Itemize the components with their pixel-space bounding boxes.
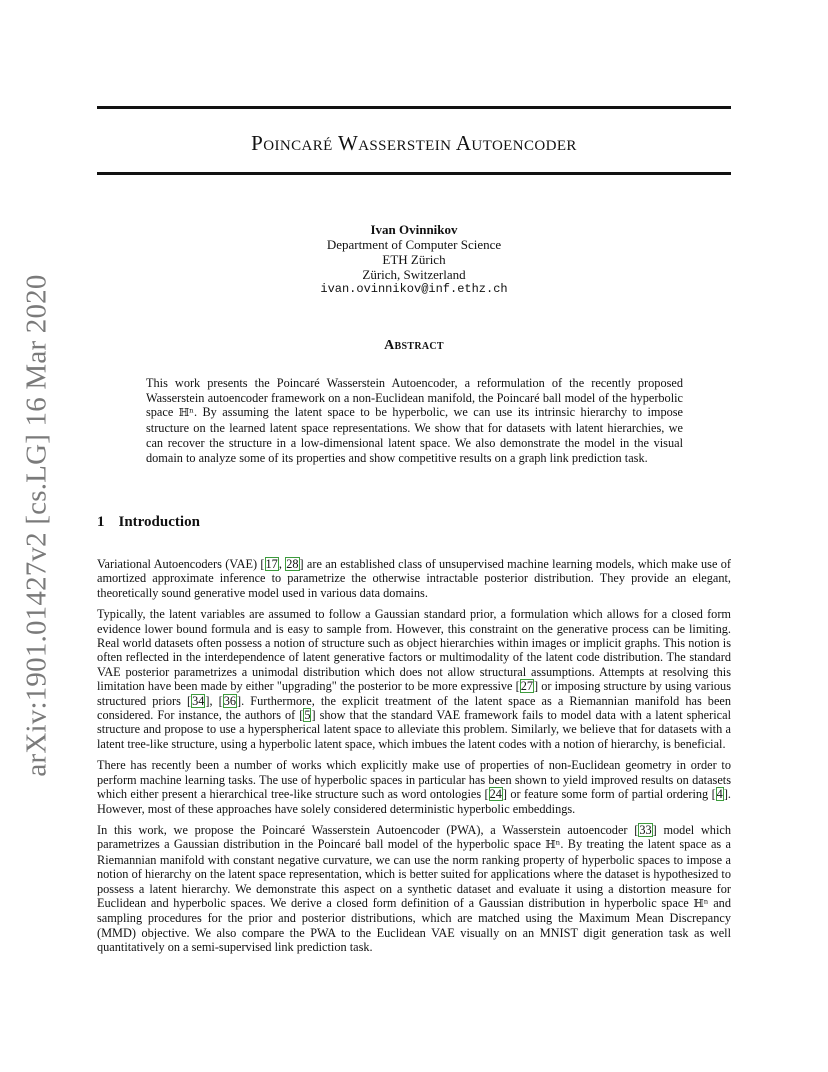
citation-link[interactable]: 4 — [716, 787, 723, 802]
citation-link[interactable]: 17 — [265, 557, 278, 571]
citation-link[interactable]: 24 — [489, 787, 502, 802]
hyperbolic-space-symbol: ℍⁿ — [545, 838, 561, 852]
author-location: Zürich, Switzerland — [362, 267, 466, 282]
citation-link[interactable]: 28 — [286, 557, 299, 571]
section-title: Introduction — [118, 514, 200, 530]
citation-link[interactable]: 5 — [304, 708, 311, 723]
author-institution: ETH Zürich — [382, 252, 446, 267]
author-name: Ivan Ovinnikov — [370, 222, 458, 237]
hyperbolic-space-symbol: ℍⁿ — [693, 896, 709, 910]
arxiv-sidebar-stamp — [16, 273, 58, 777]
title-rule-bottom — [97, 172, 731, 175]
abstract-heading: Abstract — [384, 338, 444, 353]
section-heading-introduction — [97, 514, 200, 531]
title-rule-top — [97, 106, 731, 109]
citation-link[interactable]: 27 — [520, 679, 534, 694]
paragraph-2: Typically, the latent variables are assumed to follow a Gaussian standard prior, a formulation which allows for a closed form evidence lower bound formula and is easy to sample from. However, this constraint on the generative process can be limiting. Real world datasets often possess a notion of structure such as object hierarchies within images or implicit graphs. This notion is often reflected in the interdependence of latent generative factors or multimodality of the latent code distribution. The standard VAE posterior parametrizes a unimodal distribution which does not allow structural assumptions. Attempts at resolving this limitation have been made by either "upgrading" the posterior to be more expressive [27] or imposing structure by using various structured priors [34], [36]. Furthermore, the explicit treatment of the latent space as a Riemannian manifold has been considered. For instance, the authors of [5] show that the standard VAE framework fails to model data with a latent spherical structure and propose to use a hyperspherical latent space to alleviate this problem. Similarly, we believe that for datasets with a latent tree-like structure, using a hyperbolic latent space, which imbues the latent codes with a notion of hierarchy, is beneficial. — [97, 607, 732, 751]
citation-link[interactable]: 33 — [639, 822, 652, 837]
paragraph-3: There has recently been a number of works which explicitly make use of properties of non-Euclidean geometry in order to perform machine learning tasks. The use of hyperbolic spaces in particular has been shown to yield improved results on datasets which either present a hierarchical tree-like structure such as word ontologies [24] or feature some form of partial ordering [4]. However, most of these approaches have solely considered deterministic hyperbolic embeddings. — [97, 758, 731, 816]
paragraph-4: In this work, we propose the Poincaré Wasserstein Autoencoder (PWA), a Wasserstein autoencoder [33] model which parametrizes a Gaussian distribution in the Poincaré ball model of the hyperbolic space ℍⁿ. By treating the latent space as a Riemannian manifold with constant negative curvature, we can use the norm ranking property of hyperbolic spaces to impose a notion of hierarchy on the latent space representation, which is better suited for applications where the dataset is hypothesized to possess a latent hierarchy. We demonstrate this aspect on a synthetic dataset and evaluate it using a distortion measure for Euclidean and hyperbolic spaces. We derive a closed form definition of a Gaussian distribution in hyperbolic space ℍⁿ and sampling procedures for the prior and posterior distributions, which are matched using the Maximum Mean Discrepancy (MMD) objective. We also compare the PWA to the Euclidean VAE visually on an MNIST digit generation task as well quantitatively on a semi-supervised link prediction task. — [97, 822, 731, 955]
introduction-body — [97, 557, 731, 962]
citation-link[interactable]: 34 — [192, 693, 205, 708]
arxiv-identifier: arXiv:1901.01427v2 [cs.LG] 16 Mar 2020 — [20, 273, 53, 777]
paragraph-1: Variational Autoencoders (VAE) [17, 28] are an established class of unsupervised machine learning models, which make use of amortized approximate inference to parametrize the otherwise intractable posterior distribution. They provide an elegant, theoretically sound generative model used in various data domains. — [97, 557, 731, 600]
hyperbolic-space-symbol: ℍⁿ — [178, 406, 194, 420]
abstract-text: This work presents the Poincaré Wasserstein Autoencoder, a reformulation of the recently proposed Wasserstein autoencoder framework on a non-Euclidean manifold, the Poincaré ball model of the hyperbolic space ℍⁿ. By assuming the latent space to be hyperbolic, we can use its intrinsic hierarchy to impose structure on the learned latent space representations. We show that for datasets with latent hierarchies, we can recover the structure in a low-dimensional latent space. We also demonstrate the model in the visual domain to analyze some of its properties and show competitive results on a graph link prediction task. — [146, 376, 683, 465]
author-email: ivan.ovinnikov@inf.ethz.ch — [320, 282, 508, 296]
paper-title: Poincaré Wasserstein Autoencoder — [251, 131, 577, 155]
author-department: Department of Computer Science — [326, 237, 502, 252]
citation-link[interactable]: 36 — [223, 693, 237, 708]
author-block — [97, 222, 731, 297]
section-number: 1 — [97, 514, 105, 530]
